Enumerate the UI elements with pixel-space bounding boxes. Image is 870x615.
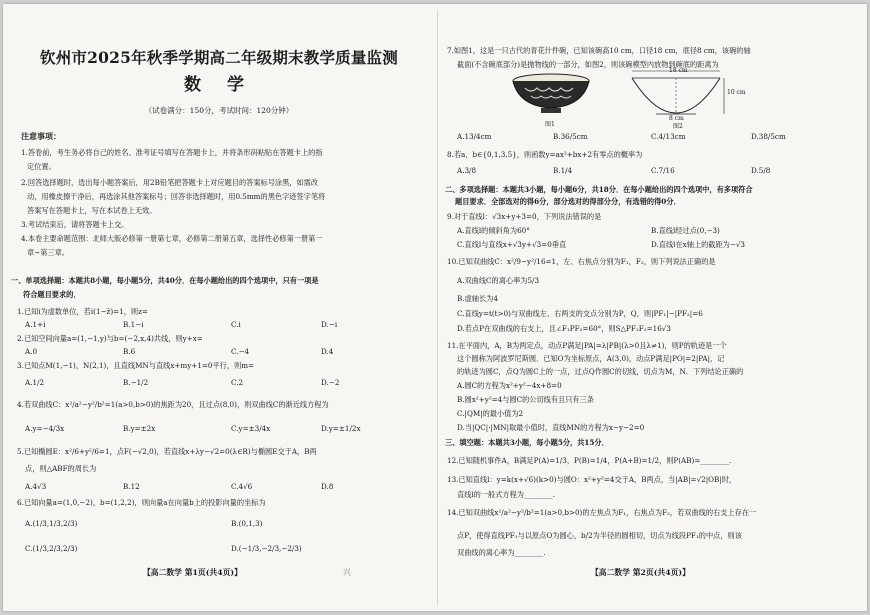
question-12-stem: 12.已知随机事件A，B满足P(A)=1/3，P(B)=1/4，P(A+B)=1/2，则P(AB)=________. xyxy=(447,456,732,465)
exam-info: （试卷满分：150分，考试时间：120分钟） xyxy=(144,106,294,115)
question-9-option-b: B.直线l经过点(0,−3) xyxy=(651,226,720,235)
question-3-option-d: D.−2 xyxy=(321,378,340,387)
question-10-option-b: B.虚轴长为4 xyxy=(457,294,498,303)
bowl-photo-figure xyxy=(509,72,593,118)
figure-1-label: 图1 xyxy=(545,121,555,128)
question-3-stem: 3.已知点M(1,−1)，N(2,1)，且直线MN与直线x+my+1=0平行，则m= xyxy=(17,361,255,370)
question-5-option-b: B.12 xyxy=(123,482,140,491)
section2-heading: 二、多项选择题：本题共3小题，每小题6分，共18分．在每小题给出的四个选项中，有多项符合 xyxy=(445,185,753,194)
section3-heading: 三、填空题：本题共3小题，每小题5分，共15分． xyxy=(445,438,609,447)
figure-2-label: 图2 xyxy=(673,123,683,130)
page-1 xyxy=(3,4,435,611)
question-6-option-c: C.(1/3,2/3,2/3) xyxy=(25,544,78,553)
question-4-option-d: D.y=±1/2x xyxy=(321,424,361,433)
question-14-stem-cont: 点P，使得直线PF₁与以原点O为圆心，b/2为半径的圆相切，切点为线段PF₁的中点，则该 xyxy=(457,531,742,540)
question-2-option-d: D.4 xyxy=(321,347,334,356)
question-10-option-c: C.直线y=t(t>0)与双曲线左、右两支的交点分别为P，Q，则|PF₁|−|PF₂|=6 xyxy=(457,309,703,318)
question-8-option-c: C.7/16 xyxy=(651,166,675,175)
question-11-stem-cont: 的轨迹为圆C，点Q为圆C上的一点，过点Q作圆C的切线，切点为M，N．下列结论正确的 xyxy=(457,367,744,376)
question-4-option-c: C.y=±3/4x xyxy=(231,424,271,433)
question-13-stem-cont: 直线l的一般式方程为________. xyxy=(457,490,556,499)
question-10-option-d: D.若点P在双曲线的右支上，且∠F₁PF₂=60°，则S△PF₁F₂=16√3 xyxy=(457,324,671,333)
question-7-stem-cont: 截面(不含碗底部分)是抛物线的一部分，如图2，则该碗模型内放物到碗底的距离为 xyxy=(457,60,719,69)
question-1-option-c: C.i xyxy=(231,320,241,329)
question-11-option-c: C.|QM|的最小值为2 xyxy=(457,409,524,418)
question-2-option-c: C.−4 xyxy=(231,347,250,356)
question-8-option-a: A.3/8 xyxy=(457,166,477,175)
exam-sheet xyxy=(3,4,867,611)
question-14-stem-cont: 双曲线的离心率为________. xyxy=(457,548,546,557)
question-8-stem: 8.若a，b∈{0,1,3,5}，则函数y=ax²+bx+2有零点的概率为 xyxy=(447,150,643,159)
question-7-option-d: D.38/5cm xyxy=(751,132,786,141)
section1-heading: 符合题目要求的． xyxy=(23,290,81,299)
question-9-stem: 9.对于直线l：√3x+y+3=0，下列说法错误的是 xyxy=(447,212,602,221)
question-2-option-a: A.0 xyxy=(25,347,38,356)
question-3-option-b: B.−1/2 xyxy=(123,378,149,387)
page-2 xyxy=(441,4,867,611)
question-9-option-d: D.直线l在x轴上的截距为−√3 xyxy=(651,240,746,249)
page-mark: 兴 xyxy=(343,568,351,577)
question-2-stem: 2.已知空间向量a=(1,−1,y)与b=(−2,x,4)共线，则y+x= xyxy=(17,334,203,343)
page-divider xyxy=(437,10,438,605)
notice-line: 定位置。 xyxy=(27,162,56,171)
question-11-option-a: A.圆C的方程为x²+y²−4x+8=0 xyxy=(457,381,562,390)
notice-line: 3.考试结束后，请将答题卡上交。 xyxy=(21,220,129,229)
question-3-option-a: A.1/2 xyxy=(25,378,45,387)
question-1-option-b: B.1−i xyxy=(123,320,144,329)
question-11-stem: 11.在平面内，A，B为两定点，动点P满足|PA|=λ|PB|(λ>0且λ≠1)，则P的轨迹是一个 xyxy=(447,341,727,350)
question-4-option-a: A.y=−4/3x xyxy=(25,424,65,433)
notice-line: 1.答卷前，考生务必将自己的姓名、准考证号填写在答题卡上，并将条形码粘贴在答题卡上的指 xyxy=(21,148,323,157)
notice-line: 答案写在答题卡上，写在本试卷上无效。 xyxy=(27,206,157,215)
notice-line: 2.回答选择题时，选出每小题答案后，用2B铅笔把答题卡上对应题目的答案标号涂黑，如需改 xyxy=(21,178,319,187)
question-11-option-d: D.当|QC|·|MN|取最小值时，直线MN的方程为x−y−2=0 xyxy=(457,423,645,432)
page-1-footer: 【高二数学 第1页(共4页)】 xyxy=(143,568,242,577)
question-9-option-c: C.直线l与直线x+√3y+√3=0垂直 xyxy=(457,240,567,249)
notice-line: 动，用橡皮擦干净后，再选涂其他答案标号；回答非选择题时，用0.5mm的黑色字迹签字笔将 xyxy=(27,192,326,201)
question-11-stem-cont: 这个圆称为阿波罗尼斯圆．已知O为坐标原点，A(3,0)，动点P满足|PO|=2|PA|，记 xyxy=(457,354,725,363)
question-3-option-c: C.2 xyxy=(231,378,244,387)
question-5-option-c: C.4√6 xyxy=(231,482,253,491)
question-5-option-d: D.8 xyxy=(321,482,334,491)
question-10-option-a: A.双曲线C的离心率为5/3 xyxy=(457,276,540,285)
question-13-stem: 13.已知直线l：y=k(x+√6)(k>0)与圆O：x²+y²=4交于A，B两点，当|AB|=√2|OB|时， xyxy=(447,475,737,484)
subject-title: 数 学 xyxy=(184,75,254,95)
question-11-option-b: B.圆x²+y²=4与圆C的公切线有且只有三条 xyxy=(457,395,594,404)
question-4-option-b: B.y=±2x xyxy=(123,424,156,433)
question-6-stem: 6.已知向量a=(1,0,−2)，b=(1,2,2)，则向量a在向量b上的投影向量的坐标为 xyxy=(17,498,266,507)
notice-line: 4.本卷主要命题范围：北师大版必修第一册第七章，必修第二册第五章，选择性必修第一册第一 xyxy=(21,234,323,243)
notice-heading: 注意事项： xyxy=(21,131,61,141)
question-7-option-c: C.4/13cm xyxy=(651,132,686,141)
question-7-option-b: B.36/5cm xyxy=(553,132,588,141)
question-6-option-d: D.(−1/3,−2/3,−2/3) xyxy=(231,544,302,553)
question-10-stem: 10.已知双曲线C：x²/9−y²/16=1，左、右焦点分别为F₁，F₂，则下列说法正确的是 xyxy=(447,257,716,266)
question-9-option-a: A.直线l的倾斜角为60° xyxy=(457,226,530,235)
question-6-option-a: A.(1/3,1/3,2/3) xyxy=(25,519,78,528)
section1-heading: 一、单项选择题：本题共8小题，每小题5分，共40分．在每小题给出的四个选项中，只有一项是 xyxy=(11,276,319,285)
question-7-option-a: A.13/4cm xyxy=(457,132,492,141)
exam-title: 钦州市2025年秋季学期高二年级期末教学质量监测 xyxy=(40,48,398,67)
question-5-stem-cont: 点，则△ABF的周长为 xyxy=(25,464,97,473)
dim-bottom-label: 8 cm xyxy=(669,115,684,122)
section2-heading: 题目要求．全部选对的得6分，部分选对的得部分分，有选错的得0分． xyxy=(455,197,681,206)
dim-top-label: 18 cm xyxy=(669,67,688,74)
question-7-stem: 7.如图1，这是一只古代的青花什件碗，已知该碗高10 cm，口径18 cm，底径8 cm，该碗的轴 xyxy=(447,46,751,55)
question-14-stem: 14.已知双曲线x²/a²−y²/b²=1(a>0,b>0)的左焦点为F₁，右焦点为F₂，若双曲线的右支上存在一 xyxy=(447,508,757,517)
question-1-stem: 1.已知i为虚数单位，若i(1−z̄)=1，则z= xyxy=(17,307,148,316)
question-2-option-b: B.6 xyxy=(123,347,136,356)
question-5-option-a: A.4√3 xyxy=(25,482,47,491)
dim-height-label: 10 cm xyxy=(727,89,746,96)
question-5-stem: 5.已知椭圆E：x²/6+y²/6=1，点F(−√2,0)，若直线x+λy−√2=0(λ∈R)与椭圆E交于A，B两 xyxy=(17,447,317,456)
question-8-option-d: D.5/8 xyxy=(751,166,771,175)
notice-line: 章~第三章。 xyxy=(27,248,69,257)
question-1-option-d: D.−i xyxy=(321,320,338,329)
question-1-option-a: A.1+i xyxy=(25,320,46,329)
page-2-footer: 【高二数学 第2页(共4页)】 xyxy=(591,568,690,577)
question-8-option-b: B.1/4 xyxy=(553,166,573,175)
question-4-stem: 4.若双曲线C：x²/a²−y²/b²=1(a>0,b>0)的焦距为20，且过点(8,0)，则双曲线C的渐近线方程为 xyxy=(17,400,329,409)
question-6-option-b: B.(0,1,3) xyxy=(231,519,263,528)
